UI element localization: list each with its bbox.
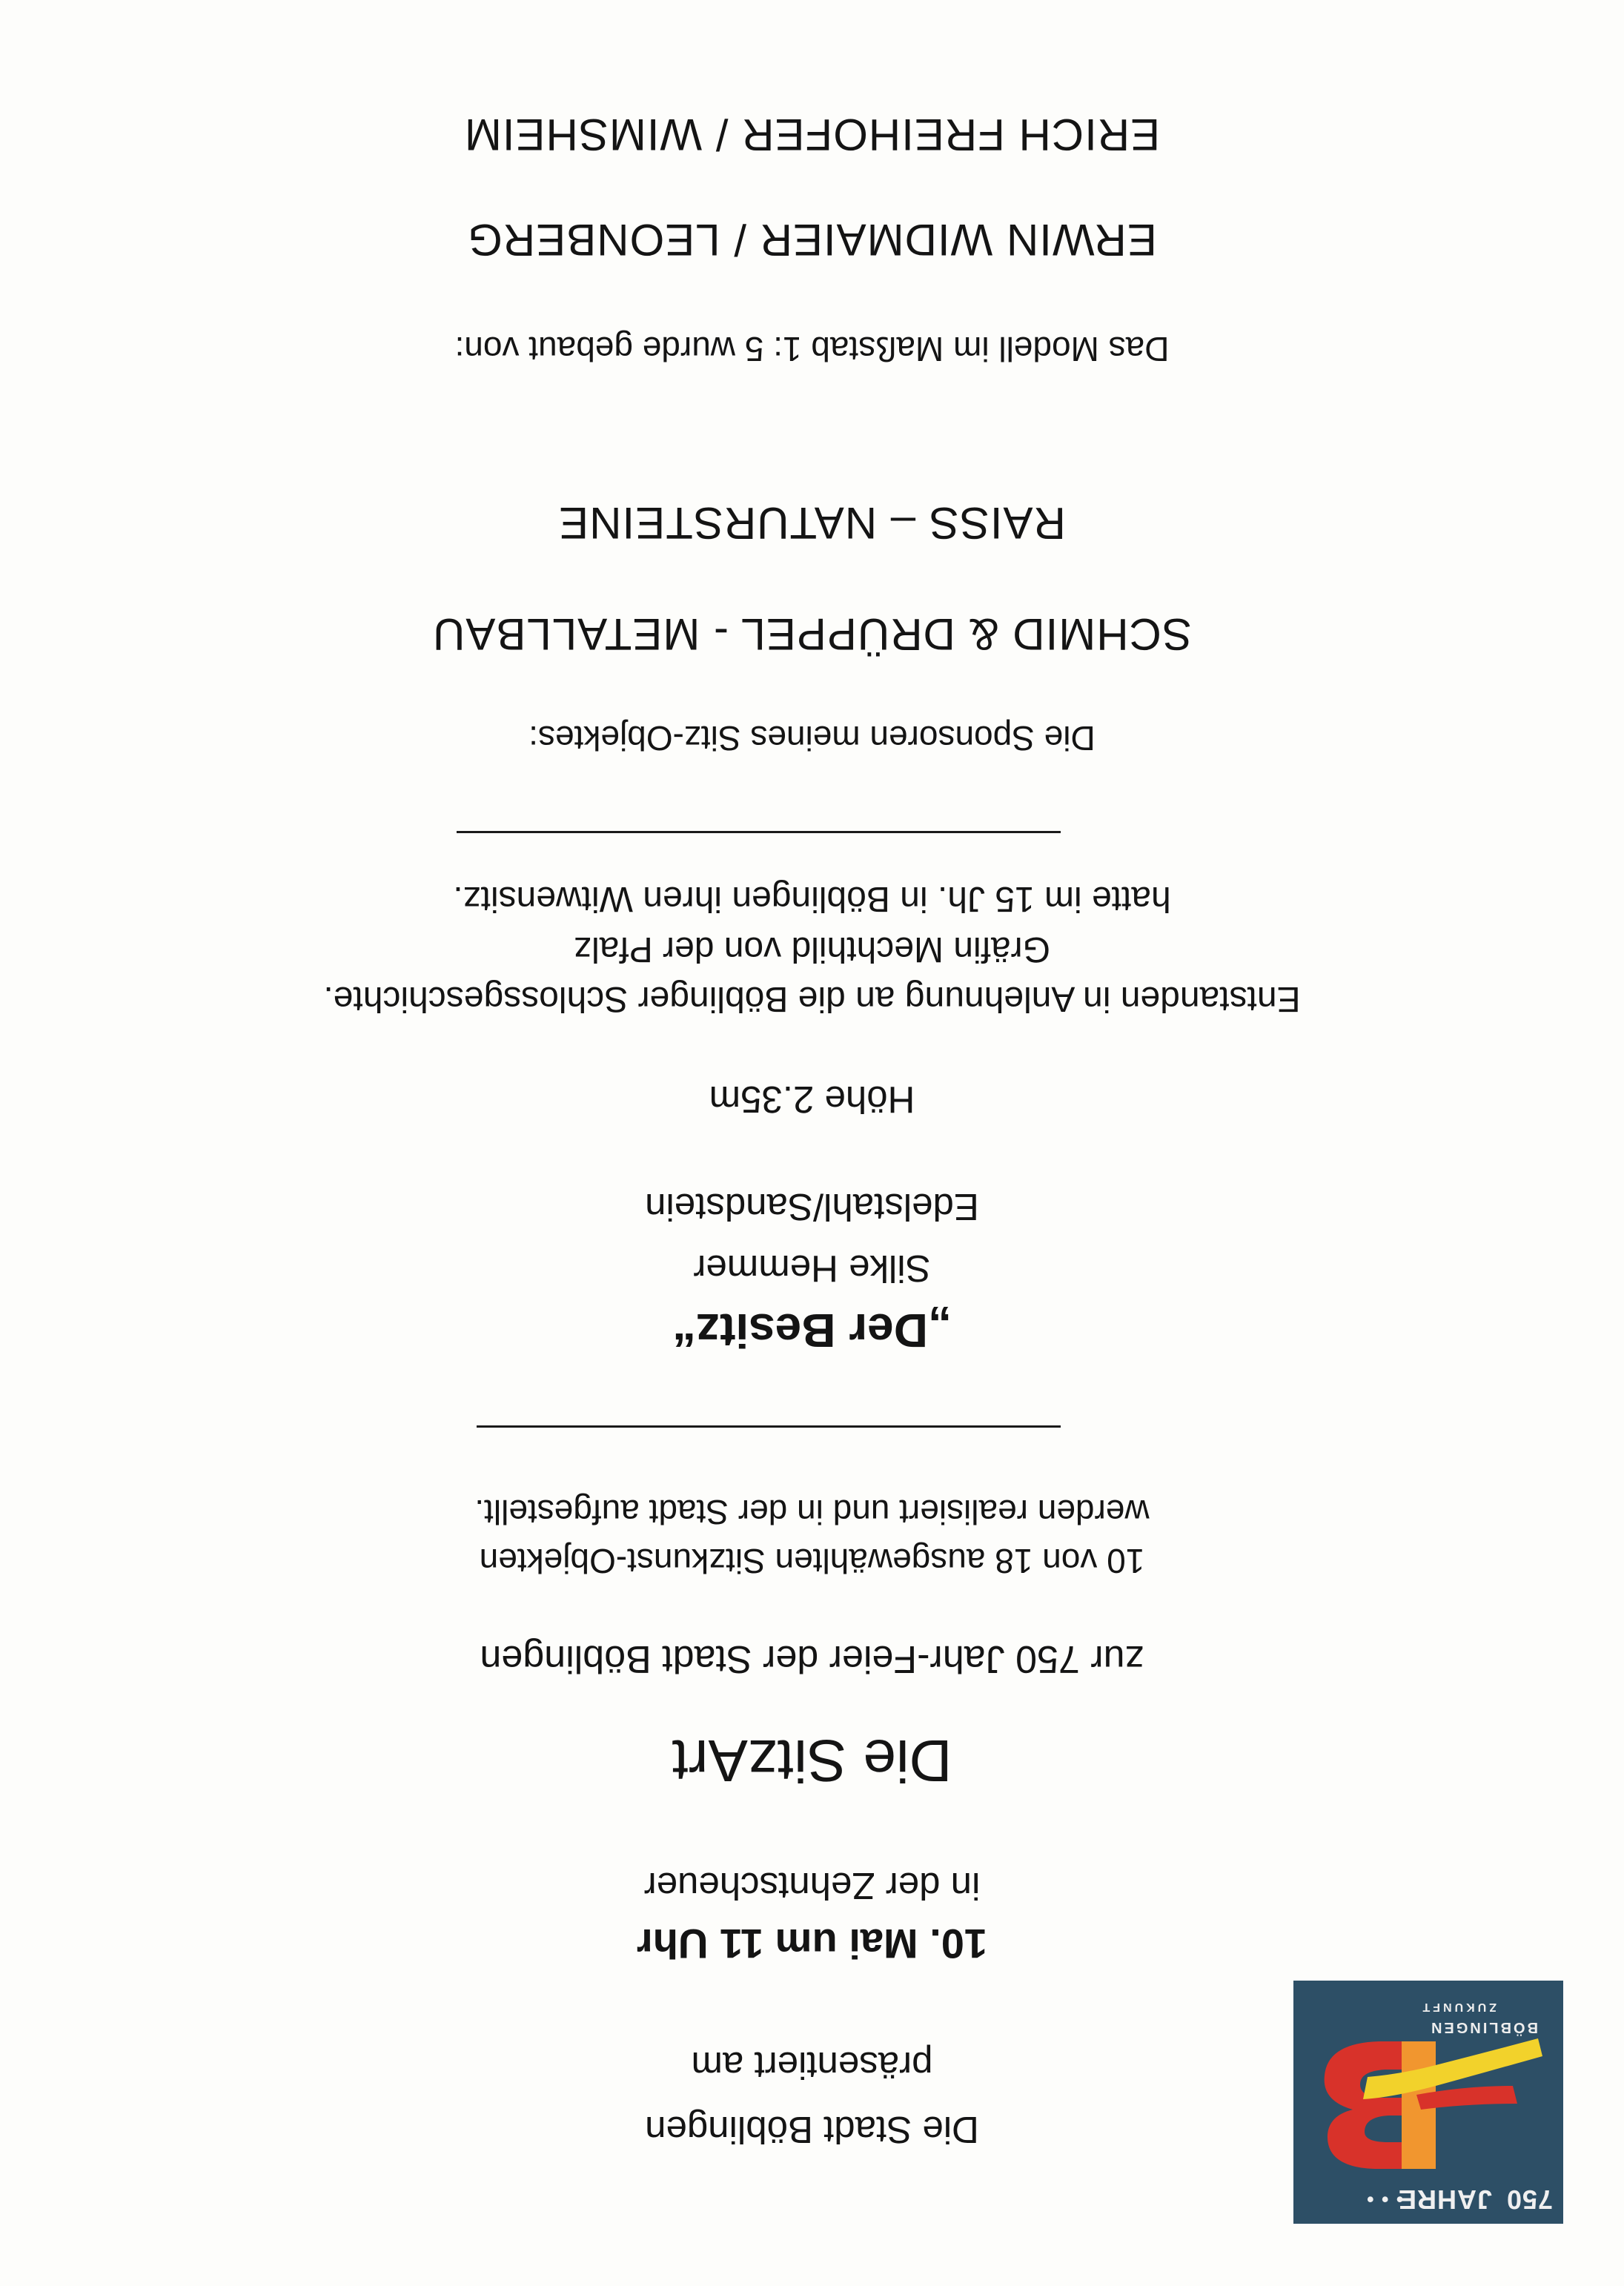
artwork-artist: Silke Hemmer bbox=[693, 1248, 931, 1290]
event-venue: in der Zehntscheuer bbox=[643, 1865, 981, 1907]
sponsor-item: SCHMID & DRÜPPEL - METALLBAU bbox=[432, 609, 1192, 659]
model-heading: Das Modell im Maßstab 1: 5 wurde gebaut von: bbox=[454, 330, 1170, 368]
logo-number: 750 bbox=[1505, 2184, 1553, 2215]
divider-2 bbox=[457, 831, 1061, 833]
artwork-description-line-3: hatte im 15 Jh. in Böblingen ihren Witwensitz. bbox=[453, 879, 1171, 918]
logo-city: BÖBLINGEN bbox=[1429, 2019, 1538, 2035]
presents-line: präsentiert am bbox=[691, 2044, 933, 2087]
logo-dots: ● ● ● bbox=[1365, 2193, 1404, 2207]
artwork-title: „Der Besitz“ bbox=[672, 1304, 952, 1357]
artwork-height: Höhe 2.35m bbox=[709, 1079, 915, 1121]
artwork-description-line-2: Gräfin Mechthild von der Pfalz bbox=[574, 930, 1050, 969]
artwork-description-line-1: Entstanden in Anlehnung an die Böblinger Schlossgeschichte. bbox=[323, 979, 1301, 1018]
sponsors-heading: Die Sponsoren meines Sitz-Objektes: bbox=[528, 719, 1096, 758]
event-note-line-1: 10 von 18 ausgewählten Sitzkunst-Objekten bbox=[479, 1542, 1145, 1580]
event-subtitle: zur 750 Jahr-Feier der Stadt Böblingen bbox=[480, 1637, 1144, 1680]
artwork-material: Edelstahl/Sandstein bbox=[645, 1186, 979, 1228]
event-note-line-2: werden realisiert und in der Stadt aufgestellt. bbox=[474, 1493, 1150, 1531]
model-builder: ERWIN WIDMAIER / LEONBERG bbox=[467, 215, 1157, 265]
logo-tagline: ZUKUNFT bbox=[1419, 2001, 1497, 2013]
model-builder: ERICH FREIHOFER / WIMSHEIM bbox=[463, 110, 1161, 159]
event-title: Die SitzArt bbox=[672, 1728, 952, 1794]
logo-word: JAHRE bbox=[1397, 2184, 1492, 2215]
event-date: 10. Mai um 11 Uhr bbox=[636, 1921, 988, 1967]
sponsor-item: RAISS – NATURSTEINE bbox=[558, 498, 1066, 548]
divider-1 bbox=[477, 1425, 1061, 1428]
presenter-line: Die Stadt Böblingen bbox=[645, 2109, 979, 2151]
city-anniversary-logo bbox=[1293, 1981, 1563, 2224]
